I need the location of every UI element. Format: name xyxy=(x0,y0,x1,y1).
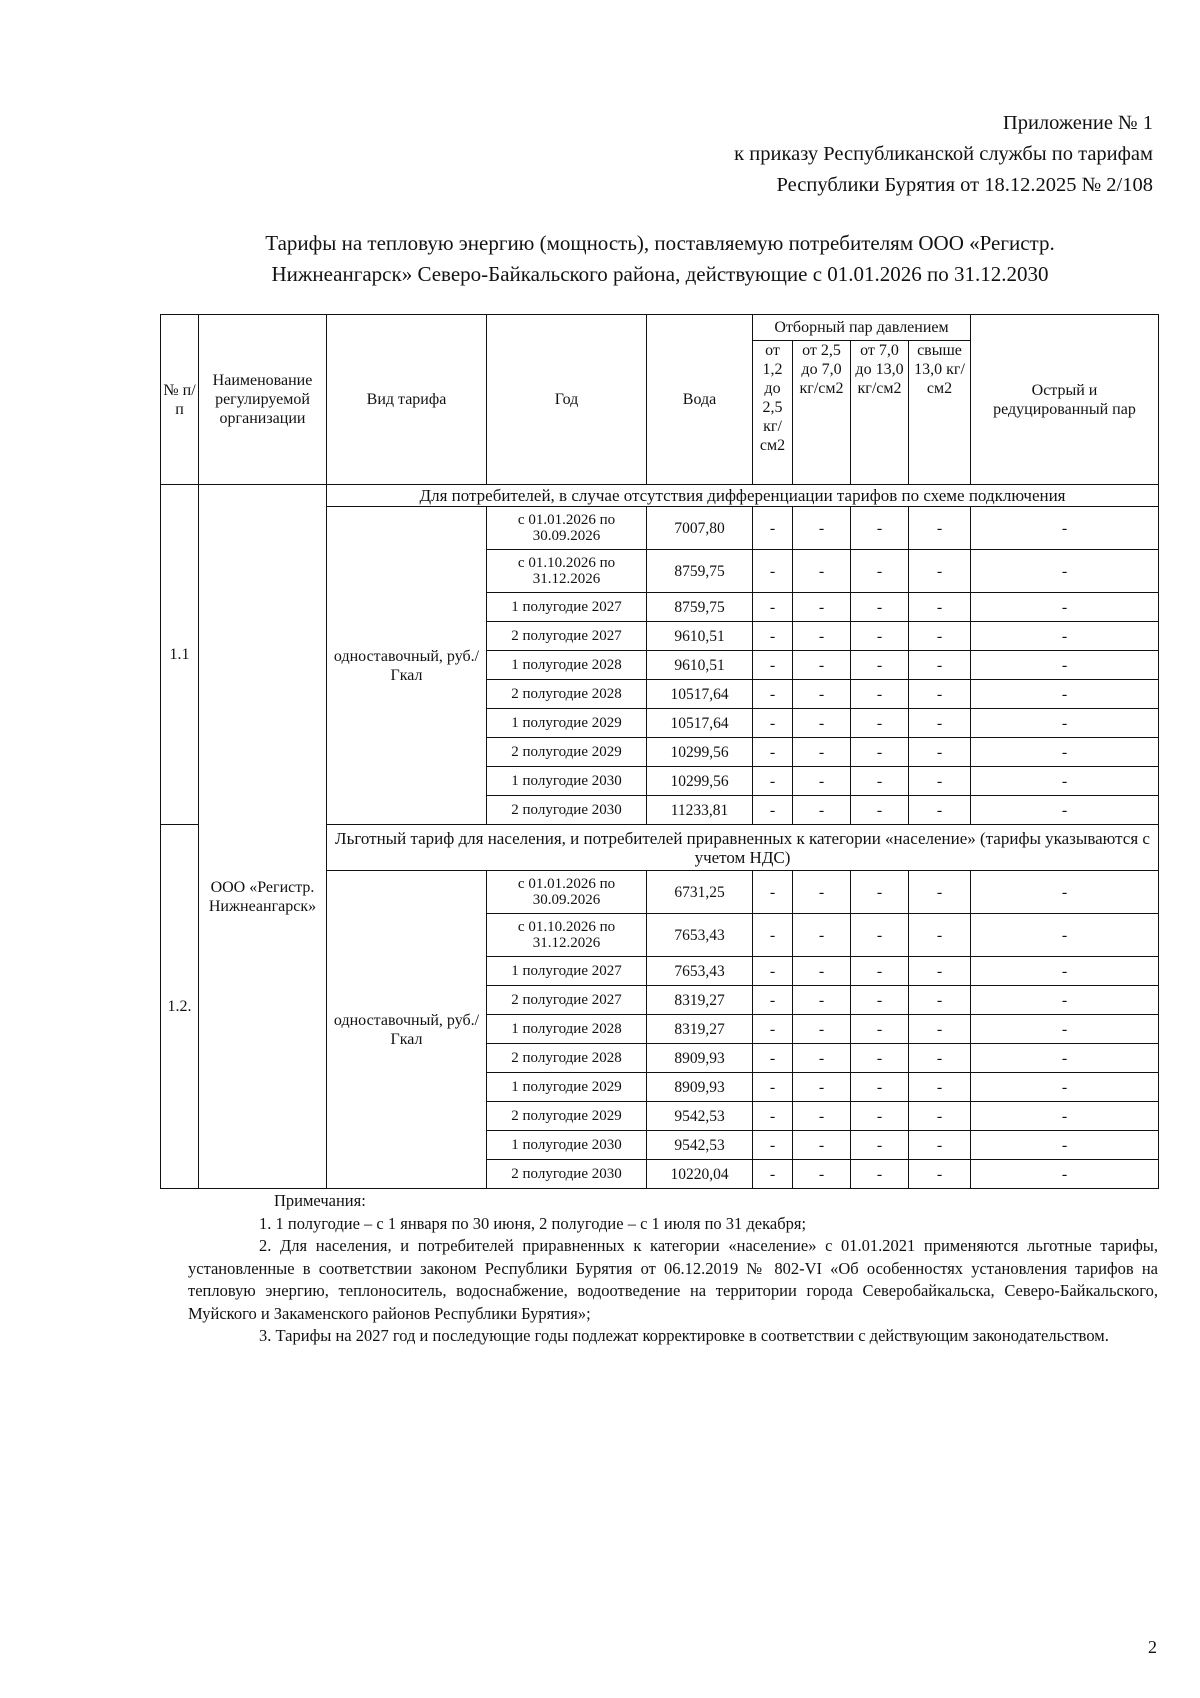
empty-value-dash: - xyxy=(793,1131,851,1160)
empty-value-dash: - xyxy=(971,738,1159,767)
tariff-type: одноставочный, руб./Гкал xyxy=(327,871,487,1189)
empty-value-dash: - xyxy=(909,651,971,680)
notes-heading: Примечания: xyxy=(274,1191,366,1210)
document-title-line-1: Тарифы на тепловую энергию (мощность), поставляемую потребителям ООО «Регистр. xyxy=(265,231,1055,255)
water-value: 8759,75 xyxy=(647,593,753,622)
water-value: 9610,51 xyxy=(647,651,753,680)
empty-value-dash: - xyxy=(753,622,793,651)
water-value: 9610,51 xyxy=(647,622,753,651)
empty-value-dash: - xyxy=(909,550,971,593)
header-steam-2: от 2,5 до 7,0 кг/см2 xyxy=(793,341,851,485)
tariff-table-body xyxy=(161,485,1159,1189)
empty-value-dash: - xyxy=(753,986,793,1015)
empty-value-dash: - xyxy=(971,1160,1159,1189)
empty-value-dash: - xyxy=(851,680,909,709)
empty-value-dash: - xyxy=(793,550,851,593)
empty-value-dash: - xyxy=(851,986,909,1015)
empty-value-dash: - xyxy=(793,1102,851,1131)
empty-value-dash: - xyxy=(793,680,851,709)
empty-value-dash: - xyxy=(793,622,851,651)
empty-value-dash: - xyxy=(793,738,851,767)
empty-value-dash: - xyxy=(753,680,793,709)
empty-value-dash: - xyxy=(971,593,1159,622)
empty-value-dash: - xyxy=(971,767,1159,796)
empty-value-dash: - xyxy=(851,1073,909,1102)
period-cell: 1 полугодие 2027 xyxy=(487,957,647,986)
empty-value-dash: - xyxy=(851,957,909,986)
empty-value-dash: - xyxy=(793,957,851,986)
empty-value-dash: - xyxy=(909,767,971,796)
empty-value-dash: - xyxy=(909,1160,971,1189)
water-value: 11233,81 xyxy=(647,796,753,825)
empty-value-dash: - xyxy=(909,1044,971,1073)
appendix-line-1: Приложение № 1 xyxy=(1002,112,1153,134)
empty-value-dash: - xyxy=(851,914,909,957)
period-cell: 1 полугодие 2028 xyxy=(487,1015,647,1044)
section-number: 1.2. xyxy=(161,825,199,1189)
period-cell: 1 полугодие 2028 xyxy=(487,651,647,680)
empty-value-dash: - xyxy=(971,796,1159,825)
empty-value-dash: - xyxy=(851,507,909,550)
section-title-row xyxy=(161,485,1159,507)
period-cell: 2 полугодие 2029 xyxy=(487,738,647,767)
empty-value-dash: - xyxy=(753,957,793,986)
period-cell: 2 полугодие 2030 xyxy=(487,1160,647,1189)
empty-value-dash: - xyxy=(753,1131,793,1160)
empty-value-dash: - xyxy=(753,593,793,622)
empty-value-dash: - xyxy=(971,622,1159,651)
empty-value-dash: - xyxy=(851,651,909,680)
document-title-line-2: Нижнеангарск» Северо-Байкальского района, действующие с 01.01.2026 по 31.12.2030 xyxy=(271,262,1049,286)
water-value: 6731,25 xyxy=(647,871,753,914)
period-cell: 2 полугодие 2030 xyxy=(487,796,647,825)
empty-value-dash: - xyxy=(851,767,909,796)
period-cell: с 01.10.2026 по 31.12.2026 xyxy=(487,550,647,593)
note-item-1: 1. 1 полугодие – с 1 января по 30 июня, 2 полугодие – с 1 июля по 31 декабря; xyxy=(259,1213,807,1233)
empty-value-dash: - xyxy=(909,709,971,738)
water-value: 10517,64 xyxy=(647,709,753,738)
period-cell: 1 полугодие 2030 xyxy=(487,1131,647,1160)
empty-value-dash: - xyxy=(793,651,851,680)
empty-value-dash: - xyxy=(971,1044,1159,1073)
empty-value-dash: - xyxy=(793,1044,851,1073)
empty-value-dash: - xyxy=(851,622,909,651)
water-value: 10299,56 xyxy=(647,738,753,767)
empty-value-dash: - xyxy=(971,1073,1159,1102)
empty-value-dash: - xyxy=(909,680,971,709)
period-cell: 1 полугодие 2027 xyxy=(487,593,647,622)
water-value: 10299,56 xyxy=(647,767,753,796)
page-number: 2 xyxy=(1148,1637,1157,1657)
empty-value-dash: - xyxy=(753,767,793,796)
document-title xyxy=(160,228,1160,290)
organization-name: ООО «Регистр. Нижнеангарск» xyxy=(199,485,327,1189)
empty-value-dash: - xyxy=(753,709,793,738)
empty-value-dash: - xyxy=(753,1102,793,1131)
header-tariff-type: Вид тарифа xyxy=(327,315,487,485)
water-value: 9542,53 xyxy=(647,1131,753,1160)
period-cell: 2 полугодие 2027 xyxy=(487,622,647,651)
header-steam-4: свыше 13,0 кг/см2 xyxy=(909,341,971,485)
empty-value-dash: - xyxy=(793,986,851,1015)
empty-value-dash: - xyxy=(753,871,793,914)
empty-value-dash: - xyxy=(793,1015,851,1044)
header-sharp-steam: Острый и редуцированный пар xyxy=(971,315,1159,485)
period-cell: 1 полугодие 2029 xyxy=(487,709,647,738)
water-value: 10517,64 xyxy=(647,680,753,709)
empty-value-dash: - xyxy=(753,1044,793,1073)
empty-value-dash: - xyxy=(909,593,971,622)
empty-value-dash: - xyxy=(971,1015,1159,1044)
empty-value-dash: - xyxy=(851,550,909,593)
empty-value-dash: - xyxy=(753,507,793,550)
water-value: 8909,93 xyxy=(647,1044,753,1073)
water-value: 8759,75 xyxy=(647,550,753,593)
header-steam-3: от 7,0 до 13,0 кг/см2 xyxy=(851,341,909,485)
empty-value-dash: - xyxy=(971,709,1159,738)
header-num: № п/п xyxy=(161,315,199,485)
empty-value-dash: - xyxy=(971,550,1159,593)
empty-value-dash: - xyxy=(753,914,793,957)
tariff-table xyxy=(160,314,1159,1189)
header-water: Вода xyxy=(647,315,753,485)
appendix-line-3: Республики Бурятия от 18.12.2025 № 2/108 xyxy=(776,174,1153,196)
empty-value-dash: - xyxy=(971,1102,1159,1131)
empty-value-dash: - xyxy=(851,796,909,825)
period-cell: 1 полугодие 2030 xyxy=(487,767,647,796)
period-cell: с 01.01.2026 по 30.09.2026 xyxy=(487,871,647,914)
water-value: 8909,93 xyxy=(647,1073,753,1102)
empty-value-dash: - xyxy=(851,709,909,738)
section-title: Льготный тариф для населения, и потребителей приравненных к категории «население» (тарифы указываются с учетом НДС) xyxy=(327,825,1159,871)
water-value: 8319,27 xyxy=(647,986,753,1015)
empty-value-dash: - xyxy=(971,957,1159,986)
empty-value-dash: - xyxy=(909,914,971,957)
empty-value-dash: - xyxy=(753,1073,793,1102)
notes xyxy=(188,1190,1158,1348)
appendix-header xyxy=(734,108,1153,201)
water-value: 7653,43 xyxy=(647,914,753,957)
period-cell: 2 полугодие 2027 xyxy=(487,986,647,1015)
header-steam-group: Отборный пар давлением xyxy=(753,315,971,341)
empty-value-dash: - xyxy=(793,1073,851,1102)
period-cell: 2 полугодие 2029 xyxy=(487,1102,647,1131)
appendix-line-2: к приказу Республиканской службы по тарифам xyxy=(734,143,1153,165)
note-item-3: 3. Тарифы на 2027 год и последующие годы подлежат корректировке в соответствии с действующим законодательством. xyxy=(259,1326,1109,1345)
empty-value-dash: - xyxy=(793,914,851,957)
period-cell: 2 полугодие 2028 xyxy=(487,1044,647,1073)
water-value: 9542,53 xyxy=(647,1102,753,1131)
empty-value-dash: - xyxy=(851,1102,909,1131)
empty-value-dash: - xyxy=(971,651,1159,680)
header-year: Год xyxy=(487,315,647,485)
empty-value-dash: - xyxy=(793,767,851,796)
empty-value-dash: - xyxy=(753,796,793,825)
empty-value-dash: - xyxy=(971,680,1159,709)
empty-value-dash: - xyxy=(753,1015,793,1044)
empty-value-dash: - xyxy=(793,1160,851,1189)
empty-value-dash: - xyxy=(909,622,971,651)
empty-value-dash: - xyxy=(851,593,909,622)
empty-value-dash: - xyxy=(793,796,851,825)
empty-value-dash: - xyxy=(753,651,793,680)
period-cell: с 01.01.2026 по 30.09.2026 xyxy=(487,507,647,550)
section-title: Для потребителей, в случае отсутствия дифференциации тарифов по схеме подключения xyxy=(327,485,1159,507)
empty-value-dash: - xyxy=(909,871,971,914)
empty-value-dash: - xyxy=(753,550,793,593)
empty-value-dash: - xyxy=(971,986,1159,1015)
empty-value-dash: - xyxy=(971,871,1159,914)
water-value: 7653,43 xyxy=(647,957,753,986)
empty-value-dash: - xyxy=(851,871,909,914)
empty-value-dash: - xyxy=(971,914,1159,957)
period-cell: 1 полугодие 2029 xyxy=(487,1073,647,1102)
section-number: 1.1 xyxy=(161,485,199,825)
empty-value-dash: - xyxy=(793,507,851,550)
empty-value-dash: - xyxy=(851,1015,909,1044)
empty-value-dash: - xyxy=(851,1131,909,1160)
empty-value-dash: - xyxy=(793,871,851,914)
empty-value-dash: - xyxy=(909,1102,971,1131)
empty-value-dash: - xyxy=(909,986,971,1015)
header-organization: Наименование регулируемой организации xyxy=(199,315,327,485)
water-value: 8319,27 xyxy=(647,1015,753,1044)
empty-value-dash: - xyxy=(851,738,909,767)
period-cell: с 01.10.2026 по 31.12.2026 xyxy=(487,914,647,957)
water-value: 7007,80 xyxy=(647,507,753,550)
empty-value-dash: - xyxy=(851,1044,909,1073)
empty-value-dash: - xyxy=(753,738,793,767)
empty-value-dash: - xyxy=(909,1073,971,1102)
empty-value-dash: - xyxy=(793,709,851,738)
empty-value-dash: - xyxy=(909,957,971,986)
empty-value-dash: - xyxy=(971,1131,1159,1160)
header-steam-1: от 1,2 до 2,5 кг/см2 xyxy=(753,341,793,485)
empty-value-dash: - xyxy=(909,1131,971,1160)
water-value: 10220,04 xyxy=(647,1160,753,1189)
empty-value-dash: - xyxy=(971,507,1159,550)
empty-value-dash: - xyxy=(909,738,971,767)
empty-value-dash: - xyxy=(753,1160,793,1189)
note-item-2: 2. Для населения, и потребителей приравненных к категории «население» с 01.01.2021 применяются льготные тарифы, установленные в соответствии законом Республики Бурятия от 06.12.2019 № 802-VI «Об особенностях установления тарифов на тепловую энергию, теплоноситель, водоснабжение, водоотведение на территории города Северобайкальска, Северо-Байкальского, Муйского и Закаменского районов Республики Бурятия»; xyxy=(188,1236,1158,1323)
empty-value-dash: - xyxy=(909,1015,971,1044)
empty-value-dash: - xyxy=(909,796,971,825)
empty-value-dash: - xyxy=(909,507,971,550)
tariff-type: одноставочный, руб./Гкал xyxy=(327,507,487,825)
period-cell: 2 полугодие 2028 xyxy=(487,680,647,709)
empty-value-dash: - xyxy=(793,593,851,622)
empty-value-dash: - xyxy=(851,1160,909,1189)
